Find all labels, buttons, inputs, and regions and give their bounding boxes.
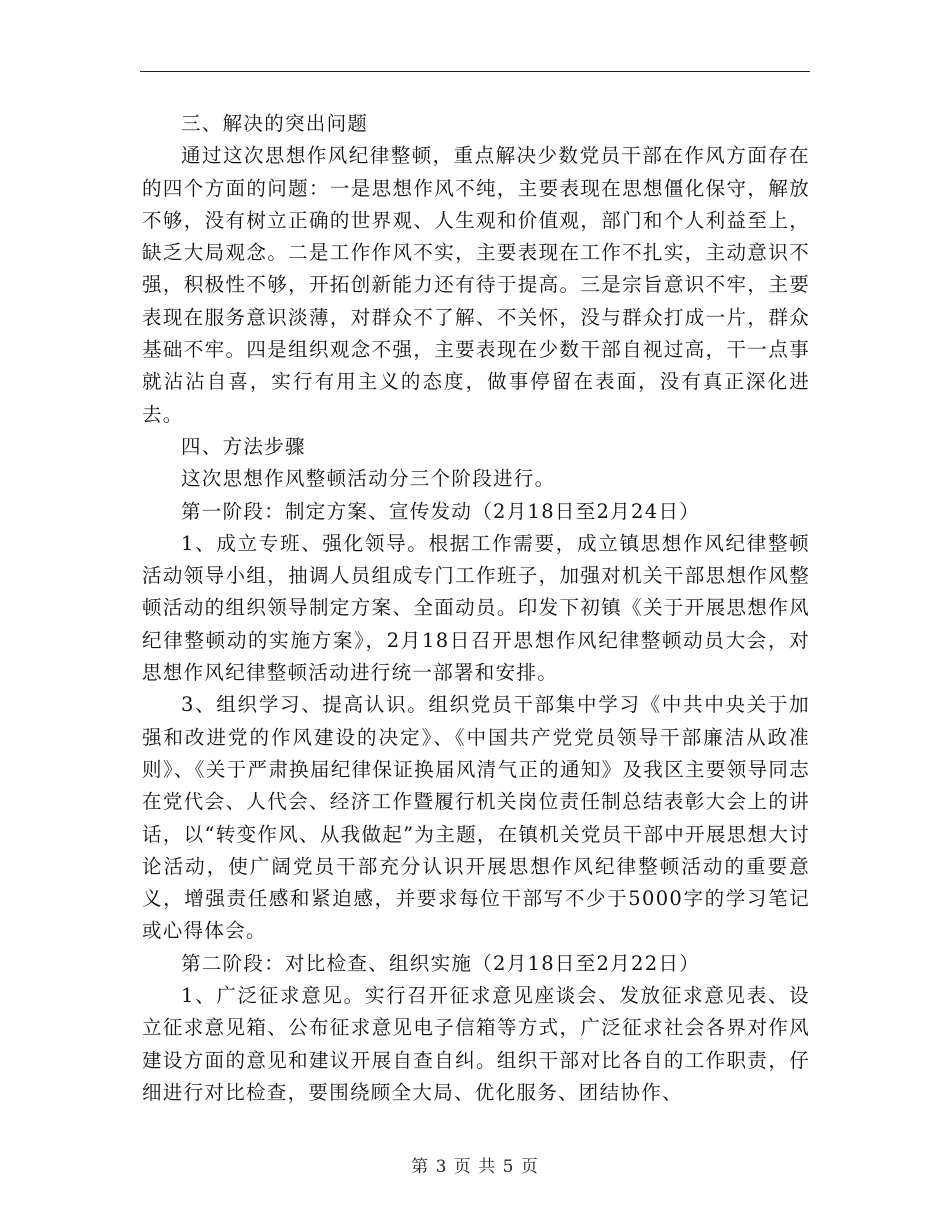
document-body xyxy=(142,108,810,1109)
paragraph-phase-2-item-1: 1、广泛征求意见。实行召开征求意见座谈会、发放征求意见表、设立征求意见箱、公布征求意见电子信箱等方式，广泛征求社会各界对作风建设方面的意见和建议开展自查自纠。组织干部对比各自的工作职责，仔细进行对比检查，要围绕顾全大局、优化服务、团结协作、 xyxy=(142,984,810,1104)
section-heading-4: 四、方法步骤 xyxy=(181,434,306,458)
page-footer: 第 3 页 共 5 页 xyxy=(411,1157,539,1177)
phase-2-heading: 第二阶段：对比检查、组织实施（2月18日至2月22日） xyxy=(181,951,701,975)
paragraph-phase-1-item-3: 3、组织学习、提高认识。组织党员干部集中学习《中共中央关于加强和改进党的作风建设的决定》、《中国共产党党员领导干部廉洁从政准则》、《关于严肃换届纪律保证换届风清气正的通知》及我区主要领导同志在党代会、人代会、经济工作暨履行机关岗位责任制总结表彰大会上的讲话，以“转变作风、从我做起”为主题，在镇机关党员干部中开展思想大讨论活动，使广阔党员干部充分认识开展思想作风纪律整顿活动的重要意义，增强责任感和紧迫感，并要求每位干部写不少于5000字的学习笔记或心得体会。 xyxy=(142,693,810,943)
phase-1-heading: 第一阶段：制定方案、宣传发动（2月18日至2月24日） xyxy=(181,499,701,523)
header-rule xyxy=(140,71,810,72)
paragraph-problems: 通过这次思想作风纪律整顿，重点解决少数党员干部在作风方面存在的四个方面的问题：一是思想作风不纯，主要表现在思想僵化保守，解放不够，没有树立正确的世界观、人生观和价值观，部门和个人利益至上，缺乏大局观念。二是工作作风不实，主要表现在工作不扎实，主动意识不强，积极性不够，开拓创新能力还有待于提高。三是宗旨意识不牢，主要表现在服务意识淡薄，对群众不了解、不关怀，没与群众打成一片，群众基础不牢。四是组织观念不强，主要表现在少数干部自视过高，干一点事就沾沾自喜，实行有用主义的态度，做事停留在表面，没有真正深化进去。 xyxy=(142,144,810,426)
section-heading-3: 三、解决的突出问题 xyxy=(181,112,369,135)
paragraph-phases-intro: 这次思想作风整顿活动分三个阶段进行。 xyxy=(181,467,556,491)
paragraph-phase-1-item-1: 1、成立专班、强化领导。根据工作需要，成立镇思想作风纪律整顿活动领导小组，抽调人员组成专门工作班子，加强对机关干部思想作风整顿活动的组织领导制定方案、全面动员。印发下初镇《关于开展思想作风纪律整顿动的实施方案》，2月18日召开思想作风纪律整顿动员大会，对思想作风纪律整顿活动进行统一部署和安排。 xyxy=(142,531,810,685)
